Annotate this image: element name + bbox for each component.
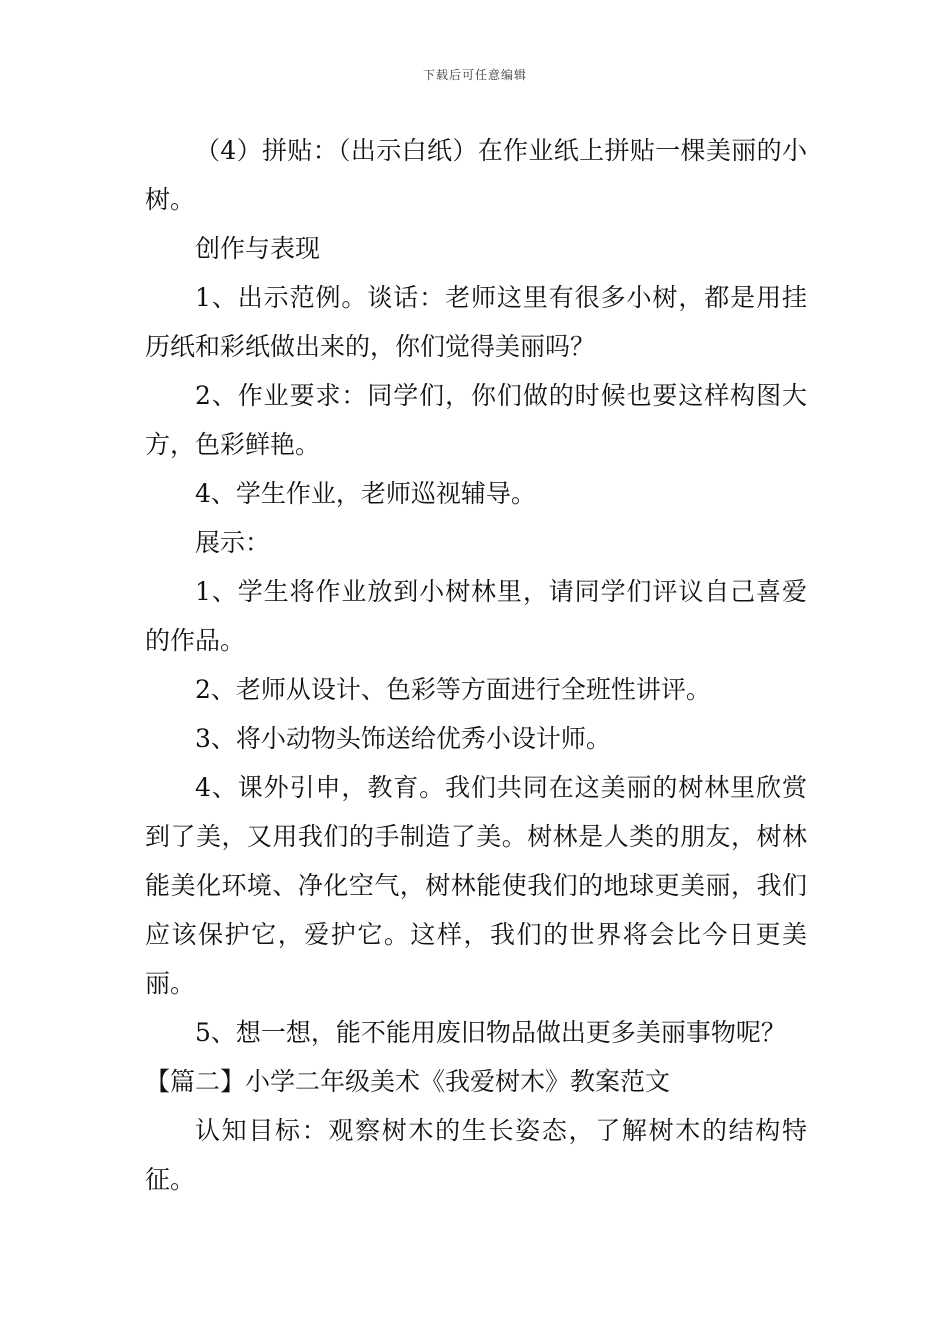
paragraph-collage-step: （4）拼贴：（出示白纸）在作业纸上拼贴一棵美丽的小树。	[145, 136, 807, 214]
page-header: 下载后可任意编辑	[422, 68, 527, 82]
paragraph-display-heading: 展示：	[195, 528, 271, 557]
document-body	[145, 126, 807, 1204]
paragraph-assignment-requirements: 2、作业要求：同学们，你们做的时候也要这样构图大方，色彩鲜艳。	[145, 381, 807, 459]
paragraph-award: 3、将小动物头饰送给优秀小设计师。	[195, 724, 611, 753]
section-title: 【篇二】小学二年级美术《我爱树木》教案范文	[145, 1067, 671, 1096]
paragraph-cognitive-goal: 认知目标：观察树木的生长姿态，了解树木的结构特征。	[145, 1116, 807, 1194]
paragraph-student-work: 4、学生作业，老师巡视辅导。	[195, 479, 536, 508]
paragraph-show-examples: 1、出示范例。谈话：老师这里有很多小树，都是用挂历纸和彩纸做出来的，你们觉得美丽吗？	[145, 283, 807, 361]
paragraph-teacher-review: 2、老师从设计、色彩等方面进行全班性讲评。	[195, 675, 711, 704]
paragraph-think: 5、想一想，能不能用废旧物品做出更多美丽事物呢？	[195, 1018, 786, 1047]
paragraph-extension: 4、课外引申，教育。我们共同在这美丽的树林里欣赏到了美，又用我们的手制造了美。树林是人类的朋友，树林能美化环境、净化空气，树林能使我们的地球更美丽，我们应该保护它，爱护它。这样，我们的世界将会比今日更美丽。	[145, 773, 807, 998]
paragraph-peer-review: 1、学生将作业放到小树林里，请同学们评议自己喜爱的作品。	[145, 577, 807, 655]
paragraph-creation-heading: 创作与表现	[195, 234, 321, 263]
